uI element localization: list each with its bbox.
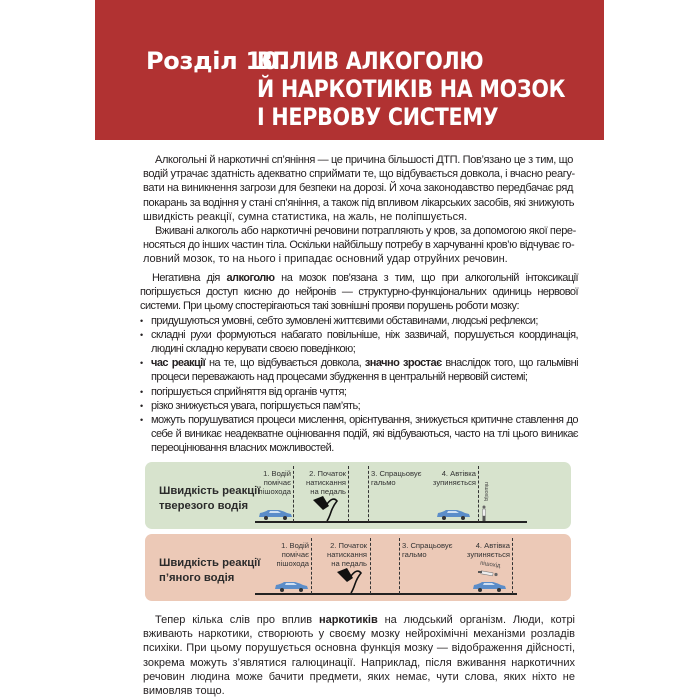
- text-line: водій утрачає здатність адекватно сприймати те, що відбувається довкола, і вчасно реагу-: [143, 168, 575, 181]
- step-4: 4. Автівка зупиняється: [466, 541, 510, 559]
- step-divider: [370, 538, 371, 594]
- car-icon: [273, 580, 309, 592]
- alcohol-effects-list: [140, 314, 578, 456]
- step-2: 2. Початок натискання на педаль: [327, 541, 367, 568]
- step-divider: [293, 466, 294, 522]
- text-line: покарань за водіння у стані сп’яніння, а також під впливом лікарських засобів, які знижують: [143, 196, 575, 209]
- drunk-panel-label: Швидкість реакції п’яного водія: [159, 557, 261, 584]
- step-3: 3. Спрацьовує гальмо: [402, 541, 453, 559]
- bullet-item: • погіршується сприйняття від органів чуття;: [140, 385, 578, 399]
- text-line: Вживані алкоголь або наркотичні речовини потрапляють у кров, за допомогою якої пере-: [155, 225, 576, 238]
- intro-paragraph-2: [143, 224, 575, 267]
- drugs-keyword: наркотиків: [318, 614, 378, 626]
- bullet-item: • час реакції на те, що відбувається довкола, значно зростає внаслідок того, що гальмівні процеси переважають над процесами збудження в центральній нервовій системі;: [140, 356, 578, 384]
- text-line: ловний мозок, то на нього і припадає основний удар отруйних речовин.: [143, 253, 508, 266]
- sober-panel-label: Швидкість реакції тверезого водія: [159, 485, 261, 512]
- step-divider: [311, 538, 312, 594]
- chapter-number: Розділ 10.: [146, 47, 288, 75]
- knocked-pedestrian-icon: [478, 570, 500, 577]
- step-divider: [512, 538, 513, 594]
- step-3: 3. Спрацьовує гальмо: [371, 469, 422, 487]
- bullet-item: • складні рухи формуються набагато повільніше, ніж зазвичай, порушується координація, людині складно керувати своєю поведінкою;: [140, 328, 578, 356]
- car-icon: [435, 508, 471, 520]
- pedestrian-label: пішохід: [483, 482, 489, 501]
- drunk-reaction-panel: [145, 534, 571, 601]
- step-1: 1. Водій помічає пішохода: [276, 541, 309, 568]
- drugs-section: [143, 613, 575, 698]
- bullet-item: • придушуються умовні, себто зумовлені життєвими обставинами, людські рефлекси;: [140, 314, 578, 328]
- title-line-3: І НЕРВОВУ СИСТЕМУ: [257, 103, 499, 131]
- step-divider: [348, 466, 349, 522]
- text-line: носяться до інших частин тіла. Оскільки найбільшу потребу в харчуванні кров’ю відчуває го-: [143, 239, 575, 252]
- bullet-item: • можуть порушуватися процеси мислення, орієнтування, знижується критичне ставлення до себе й виникає неадекватне оцінювання подій, які відбуваються, часто на тлі цього виникає переоцінювання власних можливостей.: [140, 413, 578, 456]
- brake-pedal-icon: [311, 492, 341, 522]
- chapter-title: [146, 47, 615, 131]
- step-2: 2. Початок натискання на педаль: [306, 469, 346, 496]
- step-1: 1. Водій помічає пішохода: [258, 469, 291, 496]
- car-icon: [257, 508, 293, 520]
- title-line-2: Й НАРКОТИКІВ НА МОЗОК: [257, 75, 566, 103]
- title-line-1: ВПЛИВ АЛКОГОЛЮ: [257, 47, 484, 75]
- road-line: [255, 521, 527, 523]
- intro-text: [143, 153, 575, 267]
- text-line: Алкогольні й наркотичні сп’яніння — це причина більшості ДТП. Пов’язано це з тим, що: [155, 154, 573, 166]
- alcohol-keyword: алкоголю: [226, 272, 275, 284]
- text-line: швидкість реакції, сумна статистика, на жаль, не поліпшується.: [143, 210, 468, 223]
- step-divider: [368, 466, 369, 522]
- alcohol-paragraph: Негативна дія алкоголю на мозок пов’язана з тим, що при алкогольній інтоксикації погіршується доступ кисню до нейронів — структурно-функціональних одиниць нервової системи. При цьому спостерігаються такі зовнішні прояви порушень роботи мозку:: [140, 272, 578, 313]
- bullet-item: • різко знижується увага, погіршується пам’ять;: [140, 399, 578, 413]
- sober-reaction-panel: [145, 462, 571, 529]
- text-line: вати на виникнення загрози для безпеки на дорозі. Й хоча законодавство передбачає ряд: [143, 182, 574, 195]
- step-divider: [478, 466, 479, 522]
- step-4: 4. Автівка зупиняється: [432, 469, 476, 487]
- drugs-paragraph: Тепер кілька слів про вплив наркотиків на людський організм. Люди, котрі вживають наркотики, створюють у своєму мозку нейрохімічні механізми розладів психіки. При цьому порушується основна функція мозку — відображення дійсності, зокрема можуть з’являтися галюцинації. Наприклад, після вживання наркотичних речовин людина може бачити предмети, яких немає, чути слова, яких ніхто не вимовляв тощо.: [143, 614, 576, 698]
- brake-pedal-icon: [335, 564, 365, 594]
- road-line: [255, 593, 517, 595]
- car-icon: [471, 580, 507, 592]
- pedestrian-icon: [481, 505, 487, 521]
- step-divider: [399, 538, 400, 594]
- alcohol-section: [140, 271, 578, 456]
- intro-paragraph-1: [143, 153, 575, 224]
- pedestrian-label: пішохід: [479, 560, 501, 570]
